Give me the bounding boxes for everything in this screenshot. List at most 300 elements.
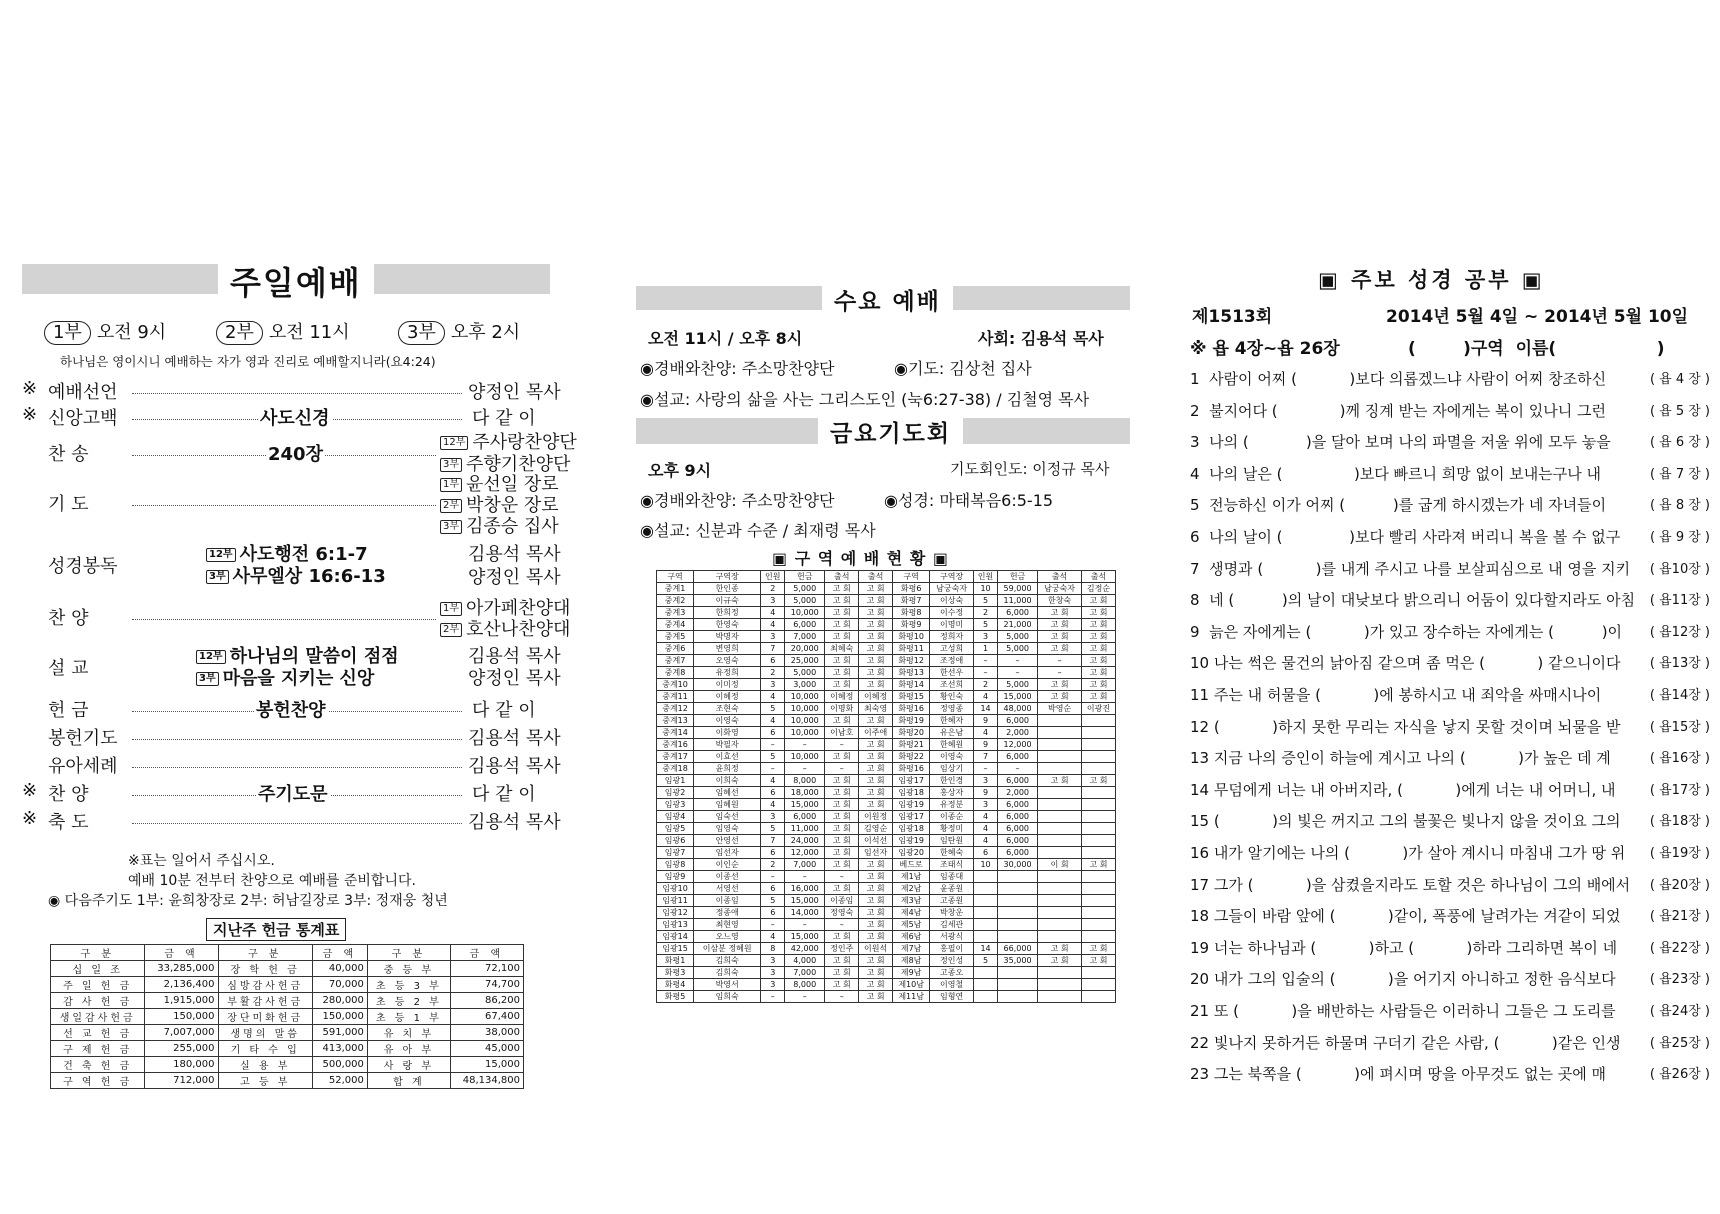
cell-value: 김영순 <box>859 823 893 835</box>
cell-value: 김희숙 <box>694 967 761 979</box>
cell-value: 이혜정 <box>825 691 859 703</box>
cell-value <box>1038 895 1082 907</box>
cell-value <box>1038 835 1082 847</box>
scripture-verse: 하나님은 영이시니 예배하는 자가 영과 진리로 예배할지니라(요4:24) <box>60 354 436 369</box>
study-group-name: ( )구역 이름( ) <box>1408 339 1665 359</box>
cell-value: 고 회 <box>859 787 893 799</box>
cell-value: 조현숙 <box>694 703 761 715</box>
cell-value <box>1082 715 1116 727</box>
cell-value: 고 회 <box>859 679 893 691</box>
offering-category: 초 등 3 부 <box>367 977 450 993</box>
offering-header-cell: 금 액 <box>145 945 218 961</box>
cell-row <box>657 883 1116 895</box>
offering-amount: 150,000 <box>312 1009 367 1025</box>
cell-value: 48,000 <box>997 703 1037 715</box>
cell-value: 임형연 <box>930 991 974 1003</box>
cell-value: 7,000 <box>785 859 825 871</box>
cell-value: 고 회 <box>825 931 859 943</box>
question-item <box>1190 494 1710 515</box>
cell-value: 5 <box>974 619 998 631</box>
cell-value: 이혜정 <box>694 691 761 703</box>
cell-value: 고 회 <box>825 595 859 607</box>
cell-value: – <box>974 763 998 775</box>
cell-value: 7,000 <box>785 631 825 643</box>
cell-value: 중계3 <box>657 607 694 619</box>
cell-value: 5,000 <box>997 679 1037 691</box>
cell-value: 중계1 <box>657 583 694 595</box>
cell-value <box>1082 751 1116 763</box>
cell-row <box>657 739 1116 751</box>
cell-value: 고 회 <box>825 847 859 859</box>
question-item <box>1190 558 1710 579</box>
question-reference: ( 욥13장 ) <box>1649 656 1710 672</box>
question-item <box>1190 463 1710 484</box>
offering-amount: 72,100 <box>450 961 523 977</box>
question-reference: ( 욥 9 장 ) <box>1649 530 1710 545</box>
cell-value: 중계17 <box>657 751 694 763</box>
cell-value: 박영순 <box>1038 703 1082 715</box>
service-time: 오후 2시 <box>450 322 521 343</box>
cell-row <box>657 595 1116 607</box>
question-reference: ( 욥22장 ) <box>1649 940 1710 956</box>
cell-value: 고 회 <box>825 679 859 691</box>
cell-row <box>657 955 1116 967</box>
cell-value: 3,000 <box>785 679 825 691</box>
cell-header-cell: 구역장 <box>930 571 974 583</box>
cell-row <box>657 715 1116 727</box>
cell-value: 박창운 <box>930 907 974 919</box>
cell-row <box>657 619 1116 631</box>
cell-header-cell: 인원 <box>974 571 998 583</box>
cell-value: 유은남 <box>930 727 974 739</box>
cell-value: 14 <box>974 943 998 955</box>
cell-value: – <box>997 655 1037 667</box>
cell-value: 화평15 <box>893 691 930 703</box>
cell-value: 2 <box>761 583 785 595</box>
offering-header-cell: 구 분 <box>51 945 145 961</box>
question-reference: ( 욥17장 ) <box>1649 782 1710 798</box>
cell-value <box>997 991 1037 1003</box>
study-dates: 2014년 5월 4일 ~ 2014년 5월 10일 <box>1386 307 1689 327</box>
offering-category: 생명의 말씀 <box>218 1025 312 1041</box>
order-person: 다 같 이 <box>472 784 536 805</box>
sunday-title: 주일예배 <box>218 258 374 304</box>
cell-value: 고 회 <box>825 583 859 595</box>
cell-value: 2,000 <box>997 727 1037 739</box>
order-label: 성경봉독 <box>48 556 118 577</box>
cell-row <box>657 811 1116 823</box>
cell-value: 정영숙 <box>825 907 859 919</box>
cell-value: 화평14 <box>893 679 930 691</box>
cell-value: 고 회 <box>1038 631 1082 643</box>
cell-value: 이영숙 <box>694 715 761 727</box>
cell-value: 9 <box>974 787 998 799</box>
cell-value: 이화영 <box>694 727 761 739</box>
order-person: 김용석 목사 <box>468 646 561 667</box>
cell-value: 3 <box>974 775 998 787</box>
cell-value: 고 회 <box>825 631 859 643</box>
sunday-title-bar <box>22 264 550 302</box>
cell-value: – <box>997 763 1037 775</box>
question-reference: ( 욥19장 ) <box>1649 846 1710 861</box>
cell-row <box>657 583 1116 595</box>
cell-value: 고 회 <box>1038 775 1082 787</box>
question-item <box>1190 842 1710 863</box>
question-text: 10 나는 썩은 물건의 낡아짐 같으며 좀 먹은 ( ) 같으니이다 <box>1190 654 1621 673</box>
cell-value: 5 <box>974 955 998 967</box>
order-label: 축 도 <box>48 812 89 833</box>
offering-amount: 40,000 <box>312 961 367 977</box>
question-text: 20 내가 그의 입술의 ( )을 어기지 아니하고 정한 음식보다 <box>1190 970 1616 989</box>
cell-value: – <box>761 871 785 883</box>
cell-value <box>997 907 1037 919</box>
cell-value: – <box>785 763 825 775</box>
cell-value: 임광17 <box>893 811 930 823</box>
offering-header-row <box>51 945 524 961</box>
cell-value: 고종원 <box>930 895 974 907</box>
order-person: 다 같 이 <box>472 700 536 721</box>
cell-value: 한인경 <box>930 775 974 787</box>
cell-value: 한혜원 <box>930 739 974 751</box>
cell-value: 6,000 <box>785 811 825 823</box>
cell-value: 화평20 <box>893 727 930 739</box>
cell-header-cell: 출석 <box>859 571 893 583</box>
cell-value: 최혜숙 <box>825 643 859 655</box>
cell-value: 화평9 <box>893 619 930 631</box>
dotted-leader <box>132 619 436 620</box>
cell-value: 정종애 <box>694 907 761 919</box>
question-reference: ( 욥14장 ) <box>1649 688 1710 703</box>
offering-category: 생일감사헌금 <box>51 1009 145 1025</box>
cell-value: 화평19 <box>893 715 930 727</box>
order-label: 찬 양 <box>48 608 89 629</box>
cell-value <box>1082 727 1116 739</box>
cell-value: 3 <box>761 811 785 823</box>
cell-value <box>1038 907 1082 919</box>
cell-value: 6,000 <box>997 835 1037 847</box>
cell-value: 화평10 <box>893 631 930 643</box>
cell-header-row <box>657 571 1116 583</box>
cell-value: 최현영 <box>694 919 761 931</box>
cell-value: 임혜원 <box>694 799 761 811</box>
cell-row <box>657 727 1116 739</box>
cell-value <box>1082 835 1116 847</box>
cell-value: 고 회 <box>859 715 893 727</box>
order-person: 12부 주사랑찬양단 <box>440 428 577 454</box>
cell-value: 황인숙 <box>930 691 974 703</box>
cell-value: 임숙선 <box>694 811 761 823</box>
wednesday-praise: ◉경배와찬양: 주소망찬양단 <box>640 359 835 378</box>
offering-amount: 150,000 <box>145 1009 218 1025</box>
cell-value: 고 회 <box>859 751 893 763</box>
cell-value: 임광20 <box>893 847 930 859</box>
cell-value: 고 회 <box>1082 943 1116 955</box>
wednesday-prayer: ◉기도: 김상천 집사 <box>894 359 1032 378</box>
question-text: 12 ( )하지 못한 무리는 자식을 낳지 못할 것이며 뇌물을 받 <box>1190 717 1621 736</box>
question-item <box>1190 400 1710 421</box>
question-item <box>1190 1032 1710 1053</box>
cell-value: 임광19 <box>893 799 930 811</box>
offering-category: 중 등 부 <box>367 961 450 977</box>
cell-value <box>1038 847 1082 859</box>
cell-value: 4 <box>974 811 998 823</box>
cell-value: 이수정 <box>930 607 974 619</box>
order-person: 2부 호산나찬양대 <box>440 615 570 641</box>
cell-value: 4 <box>974 691 998 703</box>
cell-value: 임종대 <box>930 871 974 883</box>
cell-value: 11,000 <box>997 595 1037 607</box>
cell-value: 6,000 <box>997 607 1037 619</box>
cell-value: 이석선 <box>859 835 893 847</box>
cell-value: 30,000 <box>997 859 1037 871</box>
cell-value: 임광4 <box>657 811 694 823</box>
cell-value: 고 회 <box>859 907 893 919</box>
question-item <box>1190 747 1710 768</box>
order-label: 신앙고백 <box>48 408 118 429</box>
cell-value <box>974 979 998 991</box>
cell-header-cell: 인원 <box>761 571 785 583</box>
question-text: 11 주는 내 허물을 ( )에 봉하시고 내 죄악을 싸매시나이 <box>1190 686 1602 704</box>
cell-value: 11,000 <box>785 823 825 835</box>
cell-value: – <box>785 871 825 883</box>
cell-row <box>657 643 1116 655</box>
question-text: 5 전능하신 이가 어찌 ( )를 굽게 하시겠는가 네 자녀들이 <box>1190 496 1607 515</box>
cell-value: 임광8 <box>657 859 694 871</box>
cell-value: – <box>825 763 859 775</box>
cell-value: 5,000 <box>997 643 1037 655</box>
cell-value: 이영철 <box>930 979 974 991</box>
question-item <box>1190 716 1710 737</box>
cell-value: 임광9 <box>657 871 694 883</box>
cell-value <box>1082 811 1116 823</box>
wednesday-host: 사회: 김용석 목사 <box>978 329 1104 348</box>
cell-row <box>657 679 1116 691</box>
cell-value: 이주애 <box>859 727 893 739</box>
cell-header-cell: 헌금 <box>997 571 1037 583</box>
cell-value: 제4남 <box>893 907 930 919</box>
cell-value: 16,000 <box>785 883 825 895</box>
cell-value: – <box>974 667 998 679</box>
dotted-leader <box>132 767 462 768</box>
cell-value <box>1038 739 1082 751</box>
question-text: 21 또 ( )을 배반하는 사람들은 이러하니 그들은 그 도리를 <box>1190 1002 1616 1020</box>
cell-value: 임광14 <box>657 931 694 943</box>
cell-value: 고 회 <box>825 751 859 763</box>
cell-value: 고 회 <box>825 835 859 847</box>
cell-value: 한인종 <box>694 583 761 595</box>
question-text: 4 나의 날은 ( )보다 빠르니 희망 없이 보내는구나 내 <box>1190 464 1601 483</box>
offering-category: 주 일 헌 금 <box>51 977 145 993</box>
question-text: 18 그들이 바람 앞에 ( )같이, 폭풍에 날려가는 겨같이 되었 <box>1190 907 1621 926</box>
cell-value: 4 <box>761 799 785 811</box>
question-reference: ( 욥 6 장 ) <box>1649 435 1710 451</box>
question-text: 13 지금 나의 증인이 하늘에 계시고 나의 ( )가 높은 데 계 <box>1190 749 1611 768</box>
cell-row <box>657 799 1116 811</box>
cell-value: 임광1 <box>657 775 694 787</box>
prepare-note: 예배 10분 전부터 찬양으로 예배를 준비합니다. <box>128 873 416 889</box>
offering-amount: 1,915,000 <box>145 993 218 1009</box>
offering-row <box>51 1025 524 1041</box>
offering-amount: 48,134,800 <box>450 1073 523 1089</box>
cell-value: 고 회 <box>859 763 893 775</box>
question-text: 14 무덤에게 너는 내 아버지라, ( )에게 너는 내 어머니, 내 <box>1190 780 1616 799</box>
order-item: 12부 사도행전 6:1-7 <box>206 540 368 566</box>
order-mark: ※ <box>22 808 38 829</box>
offering-table <box>50 944 524 1089</box>
cell-value: – <box>997 667 1037 679</box>
cell-value: – <box>1038 667 1082 679</box>
service-time-2 <box>216 318 350 345</box>
cell-value: 14,000 <box>785 907 825 919</box>
offering-category: 건 축 헌 금 <box>51 1057 145 1073</box>
offering-row <box>51 1009 524 1025</box>
cell-value: 고 회 <box>859 583 893 595</box>
cell-value: 홍필이 <box>930 943 974 955</box>
question-reference: ( 욥26장 ) <box>1649 1067 1710 1083</box>
offering-amount: 591,000 <box>312 1025 367 1041</box>
service-time: 오전 11시 <box>268 322 350 343</box>
cell-value: 유정희 <box>694 667 761 679</box>
cell-value <box>1082 799 1116 811</box>
cell-value: 고 회 <box>825 799 859 811</box>
cell-value: 10,000 <box>785 715 825 727</box>
cell-value: 6,000 <box>997 811 1037 823</box>
cell-value <box>1082 895 1116 907</box>
cell-value: – <box>761 919 785 931</box>
cell-value: 이규숙 <box>694 595 761 607</box>
dotted-leader <box>132 823 462 824</box>
cell-value: – <box>825 871 859 883</box>
cell-value: 고 회 <box>859 775 893 787</box>
cell-value: 15,000 <box>785 799 825 811</box>
offering-category: 유 치 부 <box>367 1025 450 1041</box>
offering-category: 심방감사헌금 <box>218 977 312 993</box>
cell-value <box>1038 823 1082 835</box>
cell-value: 14 <box>974 703 998 715</box>
cell-value: 중계2 <box>657 595 694 607</box>
cell-value: 남궁숙자 <box>930 583 974 595</box>
offering-row <box>51 993 524 1009</box>
cell-value: 이 회 <box>1038 859 1082 871</box>
offering-header-cell: 구 분 <box>367 945 450 961</box>
cell-value: 4 <box>974 835 998 847</box>
question-reference: ( 욥20장 ) <box>1649 877 1710 893</box>
offering-row <box>51 1041 524 1057</box>
order-person: 1부 아가페찬양대 <box>440 594 570 620</box>
cell-value: 고 회 <box>859 859 893 871</box>
cell-value: 15,000 <box>785 931 825 943</box>
cell-value: 고 회 <box>1082 775 1116 787</box>
service-time-3 <box>398 318 520 345</box>
cell-header-cell: 구역 <box>657 571 694 583</box>
service-time: 오전 9시 <box>96 322 167 343</box>
offering-row <box>51 1073 524 1089</box>
cell-value: 4 <box>761 715 785 727</box>
cell-value: 10,000 <box>785 751 825 763</box>
cell-value: 고 회 <box>825 979 859 991</box>
cell-value <box>974 919 998 931</box>
offering-category: 장단미화헌금 <box>218 1009 312 1025</box>
cell-value: 조선희 <box>930 679 974 691</box>
cell-value: 고 회 <box>859 931 893 943</box>
dotted-leader <box>132 505 436 506</box>
cell-value: 고 회 <box>859 895 893 907</box>
cell-value <box>974 895 998 907</box>
order-person: 양정인 목사 <box>468 382 561 403</box>
question-item <box>1190 621 1710 642</box>
cell-value <box>1038 751 1082 763</box>
offering-category: 구 역 헌 금 <box>51 1073 145 1089</box>
cell-value: 임탄원 <box>930 835 974 847</box>
order-person: 김용석 목사 <box>468 756 561 777</box>
friday-sermon: ◉설교: 신분과 수준 / 최재령 목사 <box>640 521 876 540</box>
order-label: 찬 양 <box>48 784 89 805</box>
cell-value: 고 회 <box>1038 955 1082 967</box>
cell-value <box>1082 991 1116 1003</box>
cell-value: 18,000 <box>785 787 825 799</box>
order-item: 사도신경 <box>258 404 332 430</box>
cell-value: 임선자 <box>859 847 893 859</box>
cell-value: 5,000 <box>785 595 825 607</box>
cell-value: 2 <box>761 667 785 679</box>
cell-row <box>657 847 1116 859</box>
offering-amount: 45,000 <box>450 1041 523 1057</box>
cell-value: 고 회 <box>825 859 859 871</box>
cell-value: 이남호 <box>825 727 859 739</box>
cell-value: 15,000 <box>785 895 825 907</box>
cell-value: 중계8 <box>657 667 694 679</box>
cell-value: 임광11 <box>657 895 694 907</box>
offering-category: 기 타 수 입 <box>218 1041 312 1057</box>
cell-value: 고 회 <box>1082 631 1116 643</box>
cell-header-cell: 출석 <box>1082 571 1116 583</box>
cell-value <box>1082 847 1116 859</box>
cell-value: 2 <box>974 607 998 619</box>
cell-value: 임희숙 <box>694 991 761 1003</box>
cell-value: 3 <box>761 955 785 967</box>
cell-value: 10,000 <box>785 691 825 703</box>
offering-category: 장 학 헌 금 <box>218 961 312 977</box>
offering-category: 초 등 1 부 <box>367 1009 450 1025</box>
cell-value: 12,000 <box>785 847 825 859</box>
offering-title: 지난주 헌금 통계표 <box>206 918 346 941</box>
cell-value: 화평13 <box>893 667 930 679</box>
cell-value: 이영숙 <box>930 751 974 763</box>
cell-value: 이인순 <box>694 859 761 871</box>
cell-value: 임광12 <box>657 907 694 919</box>
wednesday-title-bar <box>636 286 1130 315</box>
cell-value: 베드로 <box>893 859 930 871</box>
cell-value: 6 <box>761 787 785 799</box>
cell-value: – <box>825 739 859 751</box>
cell-value: 한선우 <box>930 667 974 679</box>
offering-amount: 255,000 <box>145 1041 218 1057</box>
cell-value: 중계4 <box>657 619 694 631</box>
question-reference: ( 욥21장 ) <box>1649 909 1710 925</box>
cell-value <box>974 907 998 919</box>
study-title: ▣ 주보 성경 공부 ▣ <box>1318 268 1545 292</box>
question-item <box>1190 589 1710 610</box>
offering-amount: 2,136,400 <box>145 977 218 993</box>
question-reference: ( 욥 4 장 ) <box>1649 372 1710 387</box>
cell-value <box>1082 931 1116 943</box>
cell-value: 고 회 <box>859 919 893 931</box>
cell-value: 화평7 <box>893 595 930 607</box>
cell-value: 임광17 <box>893 775 930 787</box>
cell-value: 임혜선 <box>694 787 761 799</box>
cell-value: 이원석 <box>859 943 893 955</box>
cell-value: 임상기 <box>930 763 974 775</box>
